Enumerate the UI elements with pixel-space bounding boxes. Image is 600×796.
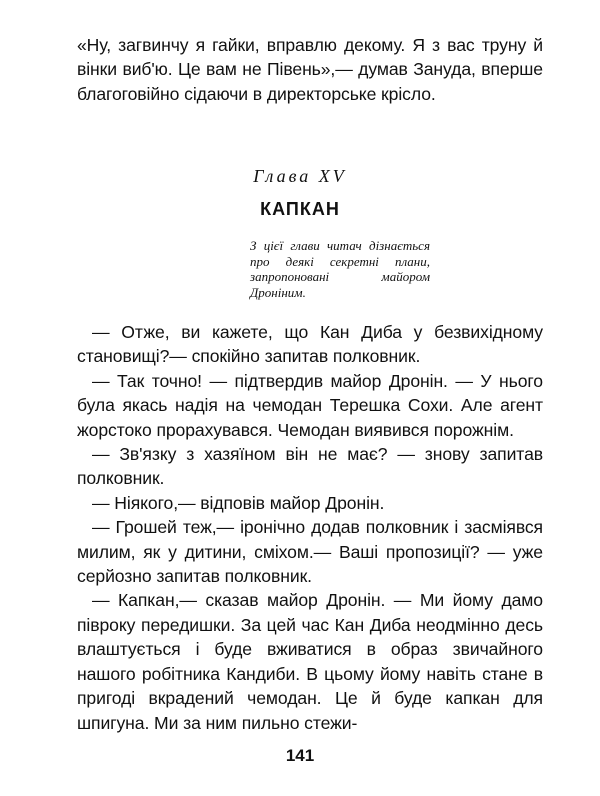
intro-text [77, 33, 543, 106]
intro-paragraph: «Ну, загвинчу я гайки, вправлю декому. Я з вас труну й вінки виб'ю. Це вам не Півень»,— думав Зануда, вперше благоговійно сідаючи в директорське крісло. [77, 35, 543, 104]
body-paragraph: — Капкан,— сказав майор Дронін. — Ми йому дамо півроку передишки. За цей час Кан Диба неодмінно десь влаштується і буде вживатися в образ звичайного нашого робітника Кандиби. В цьому йому навіть стане в пригоді вкрадений чемодан. Це й буде капкан для шпигуна. Ми за ним пильно стежи- [77, 590, 543, 733]
body-paragraph: — Зв'язку з хазяїном він не має? — знову запитав полковник. [77, 444, 543, 489]
body-paragraph: — Ніякого,— відповів майор Дронін. [92, 492, 385, 513]
body-paragraph: — Так точно! — підтвердив майор Дронін. — У нього була якась надія на чемодан Терешка Сохи. Але агент жорстоко прорахувався. Чемодан виявився порожнім. [77, 370, 543, 440]
chapter-title: КАПКАН [260, 199, 340, 219]
body-paragraph: — Отже, ви кажете, що Кан Диба у безвихідному становищі?— спокійно запитав полковник. [77, 322, 543, 367]
chapter-number: Глава XV [253, 166, 347, 186]
body-text [77, 320, 543, 735]
page-number: 141 [285, 746, 315, 765]
body-paragraph: — Грошей теж,— іронічно додав полковник і засміявся милим, як у дитини, сміхом.— Ваші пропозиції? — уже серйозно запитав полковник. [77, 517, 543, 587]
chapter-epigraph: З цієї глави читач дізнається про деякі секретні плани, запропоновані майором Дроніним. [250, 238, 430, 300]
